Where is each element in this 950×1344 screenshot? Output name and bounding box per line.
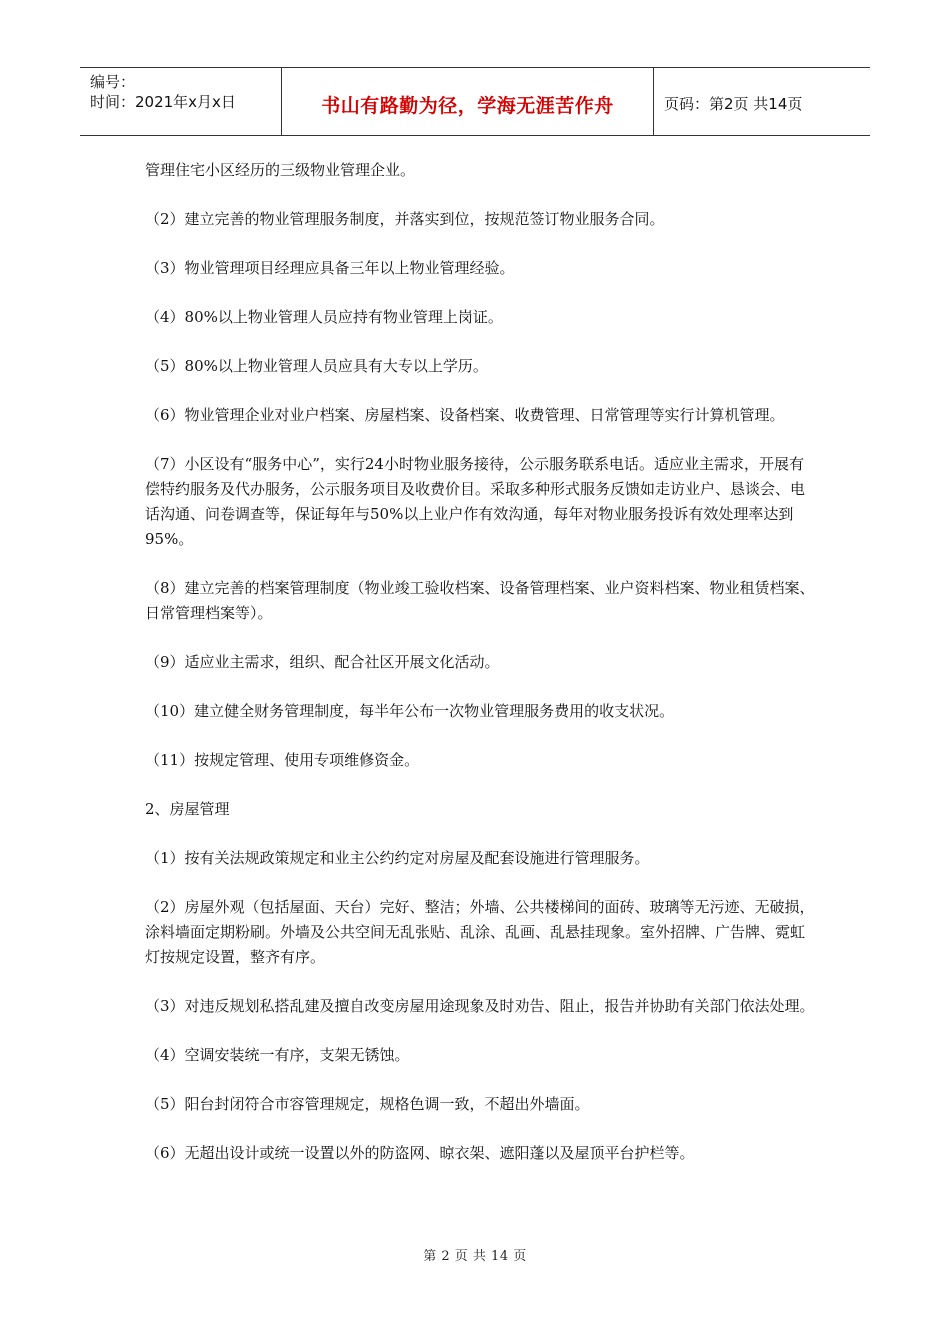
document-body xyxy=(145,158,815,1190)
header-meta xyxy=(80,68,282,135)
paragraph: （7）小区设有“服务中心”，实行24小时物业服务接待，公示服务联系电话。适应业主需求，开展有偿特约服务及代办服务，公示服务项目及收费价目。采取多种形式服务反馈如走访业户、恳谈会、电话沟通、问卷调查等，保证每年与50%以上业户作有效沟通，每年对物业服务投诉有效处理率达到95%。 xyxy=(145,455,806,548)
paragraph: （3）对违反规划私搭乱建及擅自改变房屋用途现象及时劝告、阻止，报告并协助有关部门依法处理。 xyxy=(145,997,815,1015)
paragraph: 管理住宅小区经历的三级物业管理企业。 xyxy=(145,161,416,179)
document-header xyxy=(80,67,870,136)
header-page-info: 页码：第2页 共14页 xyxy=(664,95,803,113)
paragraph: （10）建立健全财务管理制度，每半年公布一次物业管理服务费用的收支状况。 xyxy=(145,702,675,720)
date-line: 时间：2021年x月x日 xyxy=(90,93,236,111)
paragraph: （3）物业管理项目经理应具备三年以上物业管理经验。 xyxy=(145,259,515,277)
header-motto: 书山有路勤为径，学海无涯苦作舟 xyxy=(321,95,614,117)
paragraph: （2）建立完善的物业管理服务制度，并落实到位，按规范签订物业服务合同。 xyxy=(145,210,665,228)
paragraph: （1）按有关法规政策规定和业主公约约定对房屋及配套设施进行管理服务。 xyxy=(145,849,650,867)
paragraph: （4）空调安装统一有序，支架无锈蚀。 xyxy=(145,1046,410,1064)
paragraph: （4）80%以上物业管理人员应持有物业管理上岗证。 xyxy=(145,308,503,326)
paragraph: （11）按规定管理、使用专项维修资金。 xyxy=(145,751,420,769)
page-footer: 第 2 页 共 14 页 xyxy=(423,1249,527,1264)
paragraph: （6）物业管理企业对业户档案、房屋档案、设备档案、收费管理、日常管理等实行计算机管理。 xyxy=(145,406,785,424)
paragraph: （5）80%以上物业管理人员应具有大专以上学历。 xyxy=(145,357,488,375)
paragraph: （6）无超出设计或统一设置以外的防盗网、晾衣架、遮阳蓬以及屋顶平台护栏等。 xyxy=(145,1144,695,1162)
paragraph: （9）适应业主需求，组织、配合社区开展文化活动。 xyxy=(145,653,500,671)
paragraph: （2）房屋外观（包括屋面、天台）完好、整洁；外墙、公共楼梯间的面砖、玻璃等无污迹、无破损，涂料墙面定期粉刷。外墙及公共空间无乱张贴、乱涂、乱画、乱悬挂现象。室外招牌、广告牌、霓虹灯按规定设置，整齐有序。 xyxy=(145,898,815,966)
section-heading: 2、房屋管理 xyxy=(145,800,230,818)
paragraph: （8）建立完善的档案管理制度（物业竣工验收档案、设备管理档案、业户资料档案、物业租赁档案、日常管理档案等）。 xyxy=(145,579,815,622)
header-motto-cell xyxy=(282,68,654,135)
paragraph: （5）阳台封闭符合市容管理规定，规格色调一致，不超出外墙面。 xyxy=(145,1095,590,1113)
number-label: 编号： xyxy=(90,73,136,91)
